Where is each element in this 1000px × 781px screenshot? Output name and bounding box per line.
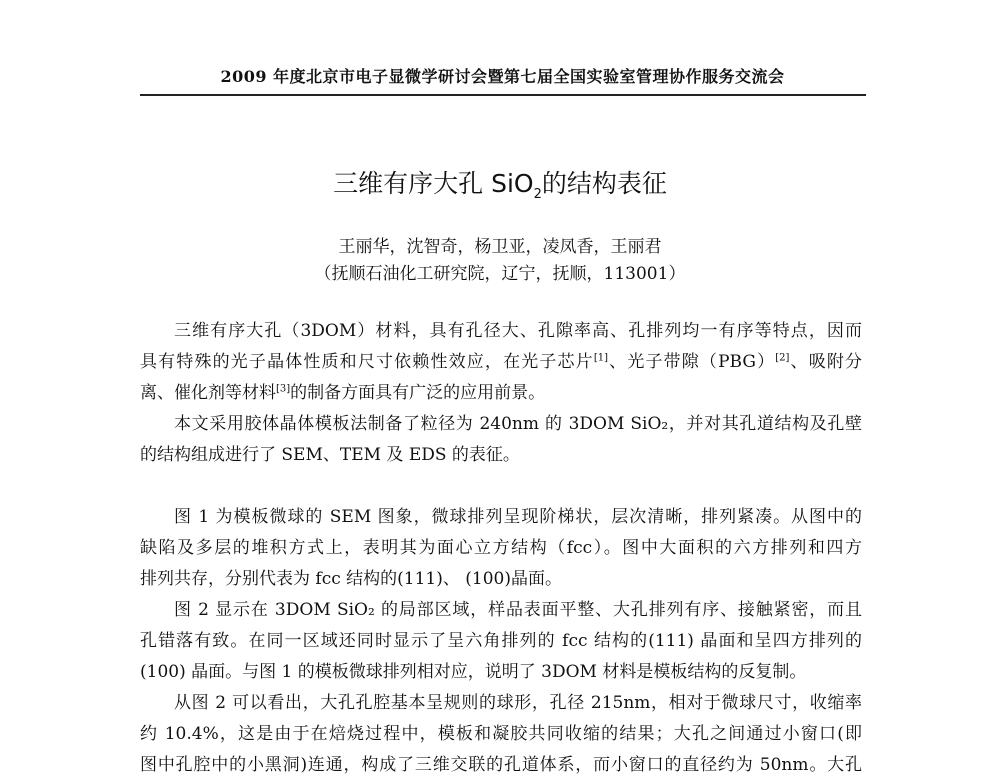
header-rule <box>140 94 866 96</box>
citation-marker: [2] <box>775 352 790 364</box>
text-line: 图 1 为模板微球的 SEM 图象，微球排列呈现阶梯状，层次清晰，排列紧凑。从图中的 <box>174 507 862 527</box>
text-line: 从图 2 可以看出，大孔孔腔基本呈规则的球形，孔径 215nm，相对于微球尺寸，收缩率 <box>174 693 862 713</box>
text-line: 图 2 显示在 3DOM SiO₂ 的局部区域，样品表面平整、大孔排列有序、接触紧密，而且 <box>174 600 862 620</box>
paragraph-pores <box>140 688 862 781</box>
text-line: 约 10.4%，这是由于在焙烧过程中，模板和凝胶共同收缩的结果；大孔之间通过小窗口(即 <box>140 724 862 744</box>
text-line: 的结构组成进行了 SEM、TEM 及 EDS 的表征。 <box>140 445 520 465</box>
citation-marker: [1] <box>593 352 609 364</box>
text-line: 孔错落有致。在同一区域还同时显示了呈六角排列的 fcc 结构的(111) 晶面和呈四方排列的 <box>140 631 862 651</box>
paragraph-method <box>140 409 862 471</box>
title-main: 三维有序大孔 SiO <box>333 169 534 198</box>
title-tail: 的结构表征 <box>541 169 667 198</box>
citation-marker: [3] <box>276 383 291 395</box>
title-subscript: 2 <box>533 187 542 202</box>
authors: 王丽华，沈智奇，杨卫亚，凌凤香，王丽君 <box>338 237 662 257</box>
text-line: 缺陷及多层的堆积方式上，表明其为面心立方结构（fcc）。图中大面积的六方排列和四方 <box>140 538 862 558</box>
paragraph-fig1 <box>140 502 862 595</box>
text-line: 本文采用胶体晶体模板法制备了粒径为 240nm 的 3DOM SiO₂，并对其孔道结构及孔壁 <box>174 414 862 434</box>
text-line: 具有特殊的光子晶体性质和尺寸依赖性效应，在光子芯片[1]、光子带隙（PBG）[2]、吸附分 <box>140 352 863 372</box>
running-header: 2009 年度北京市电子显微学研讨会暨第七届全国实验室管理协作服务交流会 <box>220 67 785 86</box>
text-line: 排列共存，分别代表为 fcc 结构的(111)、 (100)晶面。 <box>140 569 562 589</box>
text-line: 三维有序大孔（3DOM）材料，具有孔径大、孔隙率高、孔排列均一有序等特点，因而 <box>174 321 862 341</box>
body-text <box>140 316 862 781</box>
paragraph-fig2 <box>140 595 862 688</box>
text-line: 离、催化剂等材料[3]的制备方面具有广泛的应用前景。 <box>140 383 546 403</box>
text-line: 图中孔腔中的小黑洞)连通，构成了三维交联的孔道体系，而小窗口的直径约为 50nm。大孔 <box>140 755 862 775</box>
text-line: (100) 晶面。与图 1 的模板微球排列相对应，说明了 3DOM 材料是模板结构的反复制。 <box>140 662 807 682</box>
paper-title <box>0 164 1000 202</box>
affiliation: （抚顺石油化工研究院，辽宁，抚顺，113001） <box>314 264 686 284</box>
paragraph-intro <box>140 316 862 409</box>
